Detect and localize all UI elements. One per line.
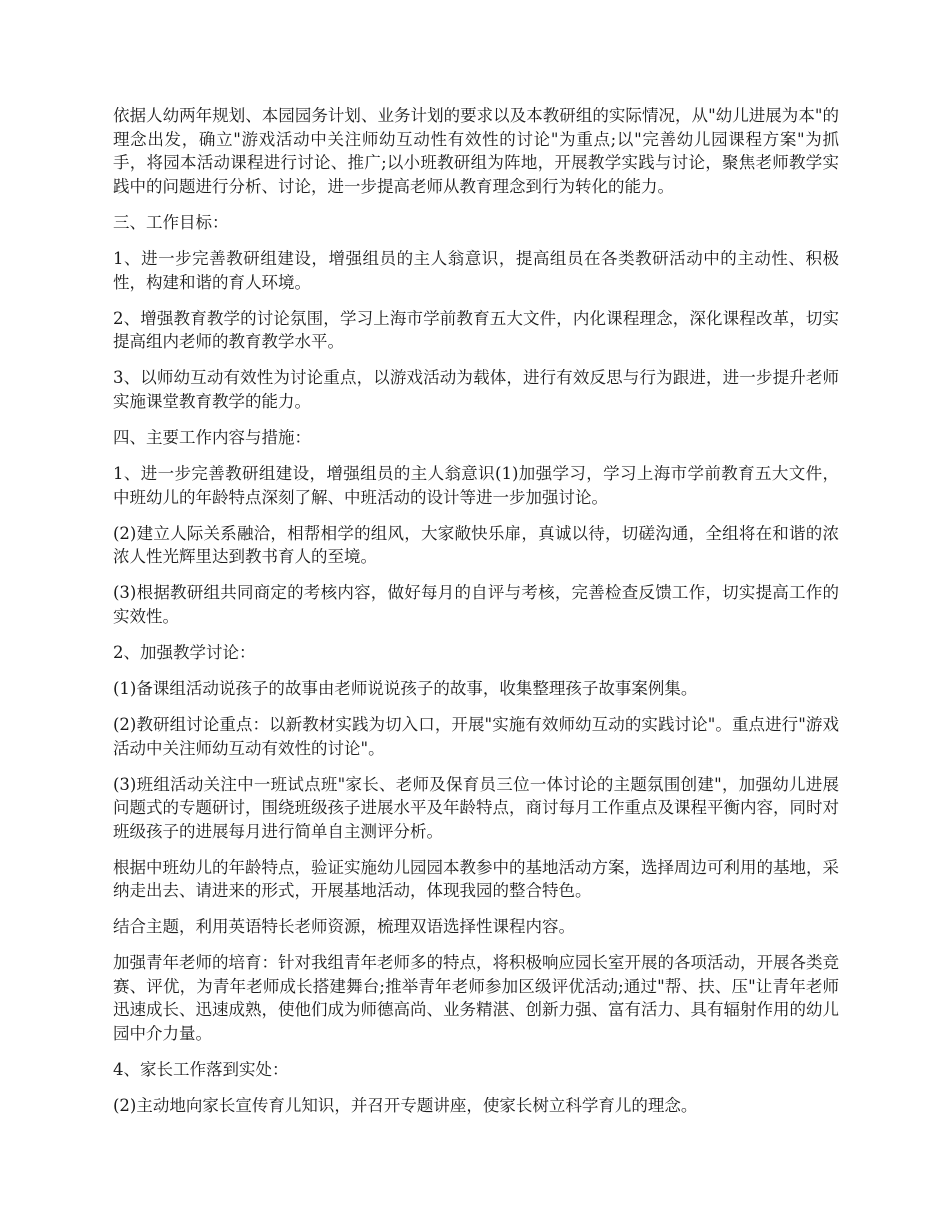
paragraph-measure-1: 1、进一步完善教研组建设，增强组员的主人翁意识(1)加强学习，学习上海市学前教育五大文件，中班幼儿的年龄特点深刻了解、中班活动的设计等进一步加强讨论。 <box>113 464 839 507</box>
heading-work-goals: 三、工作目标： <box>113 212 229 232</box>
paragraph-goal-2: 2、增强教育教学的讨论氛围，学习上海市学前教育五大文件，内化课程理念，深化课程改革，切实提高组内老师的教育教学水平。 <box>113 308 839 351</box>
paragraph-measure-1-3: (3)根据教研组共同商定的考核内容，做好每月的自评与考核，完善检查反馈工作，切实提高工作的实效性。 <box>113 583 839 626</box>
document-body <box>113 104 839 1130</box>
heading-parent-work: 4、家长工作落到实处： <box>113 1059 289 1079</box>
heading-teaching-discussion: 2、加强教学讨论： <box>113 642 256 662</box>
paragraph-bilingual: 结合主题，利用英语特长老师资源，梳理双语选择性课程内容。 <box>113 917 575 936</box>
paragraph-goal-1: 1、进一步完善教研组建设，增强组员的主人翁意识，提高组员在各类教研活动中的主动性、积极性，构建和谐的育人环境。 <box>113 249 839 292</box>
paragraph-goal-3: 3、以师幼互动有效性为讨论重点，以游戏活动为载体，进行有效反思与行为跟进，进一步提升老师实施课堂教育教学的能力。 <box>113 368 839 411</box>
paragraph-discussion-1: (1)备课组活动说孩子的故事由老师说说孩子的故事，收集整理孩子故事案例集。 <box>113 679 698 698</box>
heading-main-content: 四、主要工作内容与措施： <box>113 427 311 447</box>
paragraph-young-teachers: 加强青年老师的培育：针对我组青年老师多的特点，将积极响应园长室开展的各项活动，开展各类竞赛、评优，为青年老师成长搭建舞台;推举青年老师参加区级评优活动;通过"帮、扶、压"让青年老师迅速成长、迅速成熟，使他们成为师德高尚、业务精湛、创新力强、富有活力、具有辐射作用的幼儿园中介力量。 <box>113 953 839 1043</box>
paragraph-parent-2: (2)主动地向家长宣传育儿知识，并召开专题讲座，使家长树立科学育儿的理念。 <box>113 1096 698 1115</box>
paragraph-discussion-2: (2)教研组讨论重点：以新教材实践为切入口，开展"实施有效师幼互动的实践讨论"。重点进行"游戏活动中关注师幼互动有效性的讨论"。 <box>113 715 839 758</box>
paragraph-base-activities: 根据中班幼儿的年龄特点，验证实施幼儿园园本教参中的基地活动方案，选择周边可利用的基地，采纳走出去、请进来的形式，开展基地活动，体现我园的整合特色。 <box>113 857 839 900</box>
paragraph-discussion-3: (3)班组活动关注中一班试点班"家长、老师及保育员三位一体讨论的主题氛围创建"，加强幼儿进展问题式的专题研讨，围绕班级孩子进展水平及年龄特点，商讨每月工作重点及课程平衡内容，同时对班级孩子的进展每月进行简单自主测评分析。 <box>113 774 839 841</box>
paragraph-measure-1-2: (2)建立人际关系融洽，相帮相学的组风，大家敞快乐扉，真诚以待，切磋沟通，全组将在和谐的浓浓人性光辉里达到教书育人的至境。 <box>113 523 839 566</box>
paragraph-intro: 依据人幼两年规划、本园园务计划、业务计划的要求以及本教研组的实际情况，从"幼儿进展为本"的理念出发，确立"游戏活动中关注师幼互动性有效性的讨论"为重点;以"完善幼儿园课程方案"为抓手，将园本活动课程进行讨论、推广;以小班教研组为阵地，开展教学实践与讨论，聚焦老师教学实践中的问题进行分析、讨论，进一步提高老师从教育理念到行为转化的能力。 <box>113 106 839 196</box>
